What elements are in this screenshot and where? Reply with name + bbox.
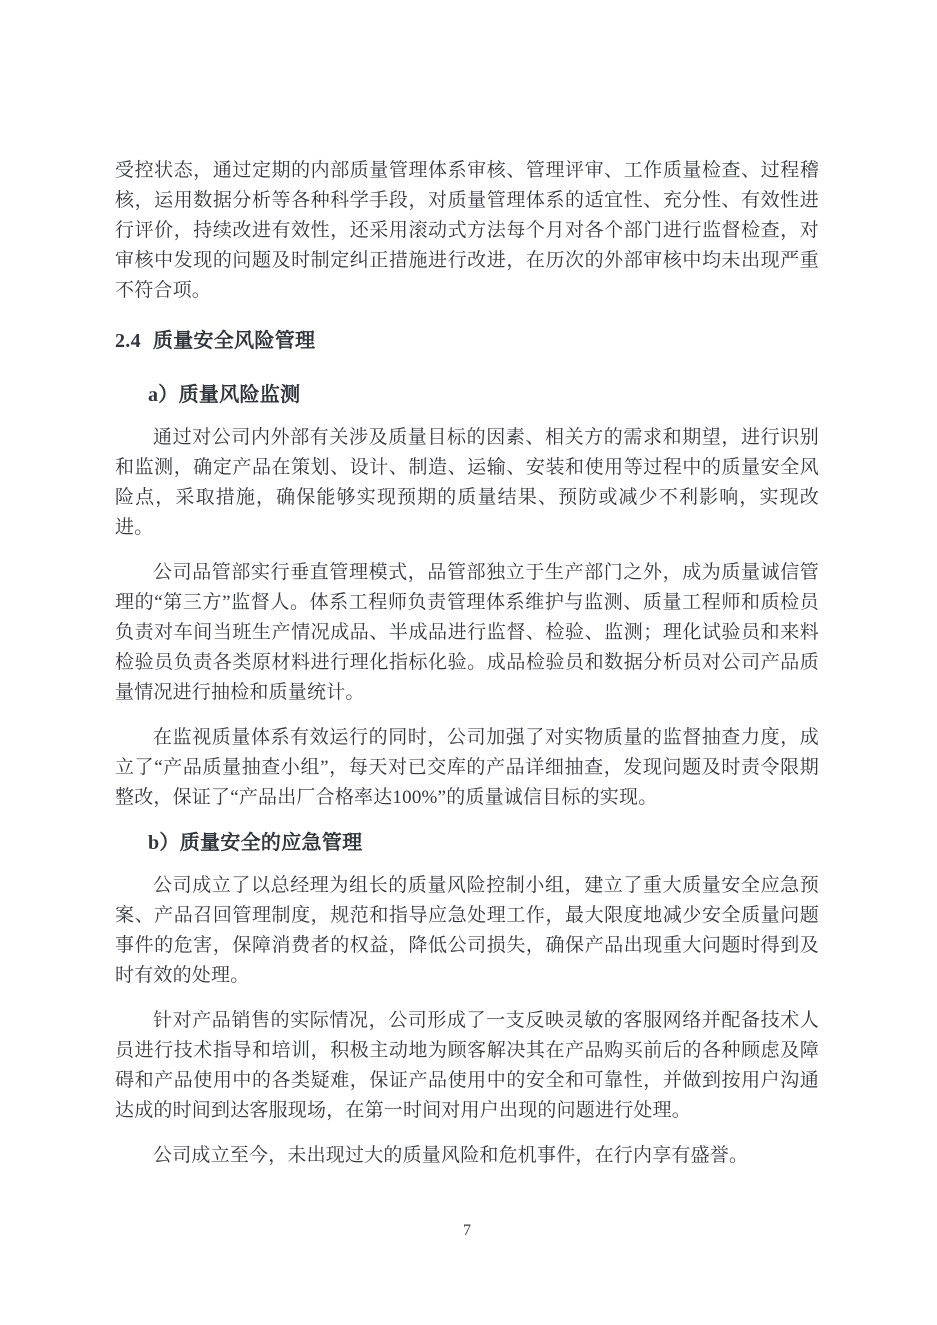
paragraph-emergency-management-1: 公司成立了以总经理为组长的质量风险控制小组，建立了重大质量安全应急预案、产品召回管理制度，规范和指导应急处理工作，最大限度地减少安全质量问题事件的危害，保障消费者的权益，降低公司损失，确保产品出现重大问题时得到及时有效的处理。 <box>115 875 819 986</box>
paragraph-intro: 受控状态，通过定期的内部质量管理体系审核、管理评审、工作质量检查、过程稽核，运用数据分析等各种科学手段，对质量管理体系的适宜性、充分性、有效性进行评价，持续改进有效性，还采用滚动式方法每个月对各个部门进行监督检查，对审核中发现的问题及时制定纠正措施进行改进，在历次的外部审核中均未出现严重不符合项。 <box>115 160 819 301</box>
page-number: 7 <box>463 1222 471 1239</box>
paragraph-emergency-management-2: 针对产品销售的实际情况，公司形成了一支反映灵敏的客服网络并配备技术人员进行技术指导和培训，积极主动地为顾客解决其在产品购买前后的各种顾虑及障碍和产品使用中的各类疑难，保证产品使用中的安全和可靠性，并做到按用户沟通达成的时间到达客服现场，在第一时间对用户出现的问题进行处理。 <box>115 1010 819 1121</box>
section-number: 2.4 <box>115 330 141 352</box>
subsection-b-heading: b）质量安全的应急管理 <box>148 832 363 854</box>
paragraph-risk-monitoring-1: 通过对公司内外部有关涉及质量目标的因素、相关方的需求和期望，进行识别和监测，确定产品在策划、设计、制造、运输、安装和使用等过程中的质量安全风险点，采取措施，确保能够实现预期的质量结果、预防或减少不利影响，实现改进。 <box>115 427 819 538</box>
subsection-a-heading: a）质量风险监测 <box>148 384 301 406</box>
page-content <box>115 156 819 1186</box>
paragraph-risk-monitoring-2: 公司品管部实行垂直管理模式，品管部独立于生产部门之外，成为质量诚信管理的“第三方”监督人。体系工程师负责管理体系维护与监测、质量工程师和质检员负责对车间当班生产情况成品、半成品进行监督、检验、监测；理化试验员和来料检验员负责各类原材料进行理化指标化验。成品检验员和数据分析员对公司产品质量情况进行抽检和质量统计。 <box>115 562 819 703</box>
section-title: 质量安全风险管理 <box>152 330 316 352</box>
paragraph-emergency-management-3: 公司成立至今，未出现过大的质量风险和危机事件，在行内享有盛誉。 <box>153 1145 749 1166</box>
section-heading <box>115 326 819 356</box>
paragraph-risk-monitoring-3: 在监视质量体系有效运行的同时，公司加强了对实物质量的监督抽查力度，成立了“产品质量抽查小组”，每天对已交库的产品详细抽查，发现问题及时责令限期整改，保证了“产品出厂合格率达100%”的质量诚信目标的实现。 <box>115 727 819 808</box>
